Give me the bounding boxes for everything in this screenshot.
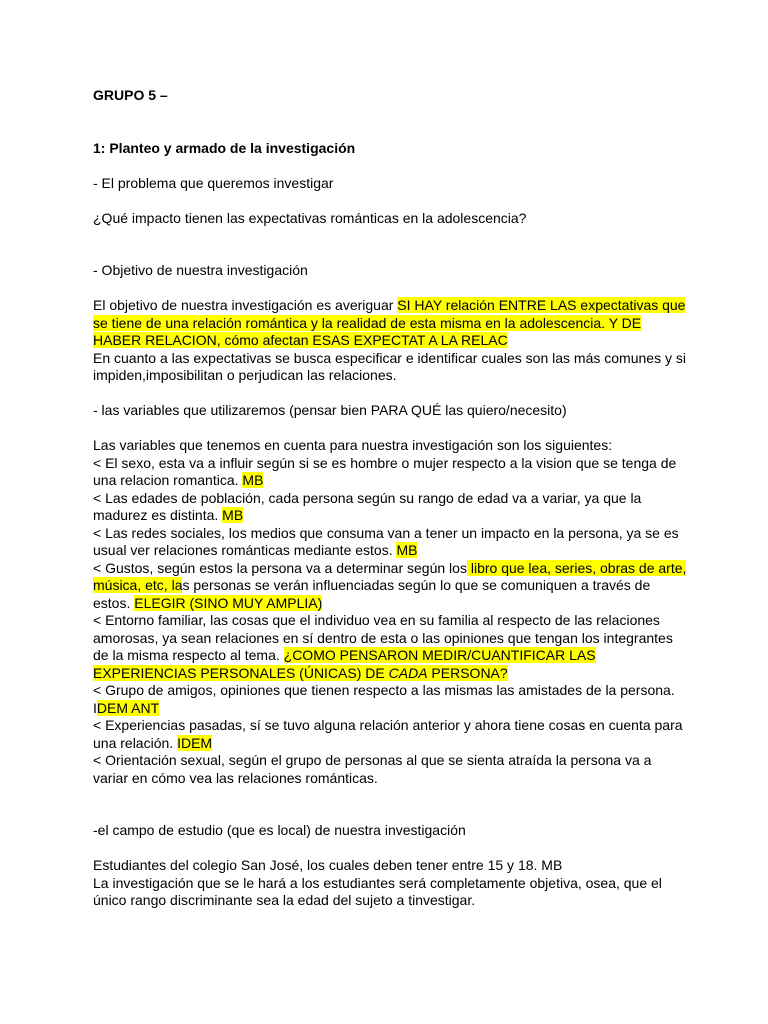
variable-note: ELEGIR (SINO MUY AMPLIA) — [134, 594, 323, 611]
variable-note: MB — [396, 542, 418, 558]
variable-note-part: ¿COMO PENSARON MEDIR/CUANTIFICAR LAS EXPERIENCIAS PERSONALES (ÚNICAS) DE — [93, 647, 596, 681]
variable-text: < Gustos, según estos la persona va a determinar según los — [93, 559, 467, 576]
variable-text: < Grupo de amigos, opiniones que tienen respecto a las mismas las amistades de la persona. I — [93, 682, 675, 716]
campo-heading: -el campo de estudio (que es local) de nuestra investigación — [93, 822, 466, 838]
variable-text: s personas se verán influenciadas según lo que se comuniquen a través de estos. — [93, 577, 651, 611]
variable-highlight: libro que lea, series, obras de arte, música, etc, la — [93, 559, 687, 593]
document-title: GRUPO 5 – — [93, 87, 168, 103]
variable-text: < El sexo, esta va a influir según si se es hombre o mujer respecto a la vision que se tenga de una relacion romantica. — [93, 454, 677, 488]
objective-heading: - Objetivo de nuestra investigación — [93, 262, 308, 278]
variable-note: MB — [222, 507, 244, 523]
variable-gustos — [93, 560, 688, 613]
variable-note: DEM ANT — [96, 699, 160, 716]
variable-text: < Experiencias pasadas, sí se tuvo alguna relación anterior y ahora tiene cosas en cuenta para una relación. — [93, 717, 683, 751]
variables-intro: Las variables que tenemos en cuenta para nuestra investigación son los siguientes: — [93, 437, 613, 453]
variable-note: MB — [242, 472, 264, 488]
research-question: ¿Qué impacto tienen las expectativas románticas en la adolescencia? — [93, 209, 527, 226]
variable-orientacion: < Orientación sexual, según el grupo de personas al que se sienta atraída la persona va a variar en cómo vea las relaciones románticas. — [93, 752, 652, 786]
problem-heading: - El problema que queremos investigar — [93, 174, 334, 191]
variable-note-italic: CADA — [388, 664, 428, 681]
variable-text: < Entorno familiar, las cosas que el individuo vea en su familia al respecto de las relaciones amorosas, ya sean relaciones en sí dentro de esta o las opiniones que tengan los integrantes de la misma respecto al tema. — [93, 612, 673, 663]
campo-paragraph: Estudiantes del colegio San José, los cuales deben tener entre 15 y 18. MB — [93, 857, 563, 873]
variable-amigos — [93, 682, 688, 717]
variable-text: < Las redes sociales, los medios que consuma van a tener un impacto en la persona, ya se es usual ver relaciones románticas mediante estos. — [93, 524, 679, 558]
variable-edades — [93, 490, 688, 525]
section-heading: 1: Planteo y armado de la investigación — [93, 139, 356, 156]
variables-heading: - las variables que utilizaremos (pensar bien PARA QUÉ las quiero/necesito) — [93, 402, 567, 418]
variable-entorno — [93, 612, 688, 682]
variable-text: < Las edades de población, cada persona según su rango de edad va a variar, ya que la madurez es distinta. — [93, 489, 642, 523]
objective-text: El objetivo de nuestra investigación es averiguar — [93, 297, 398, 313]
objective-paragraph-2: En cuanto a las expectativas se busca especificar e identificar cuales son las más comunes y si impiden,imposibilitan o perjudican las relaciones. — [93, 349, 686, 383]
variable-sexo — [93, 455, 688, 490]
objective-paragraph — [93, 297, 688, 350]
variable-experiencias — [93, 717, 688, 752]
variable-note: IDEM — [177, 734, 213, 751]
variable-note-part: PERSONA? — [427, 664, 508, 681]
variable-redes — [93, 525, 688, 560]
campo-paragraph-2: La investigación que se le hará a los estudiantes será completamente objetiva, osea, que el único rango discriminante sea la edad del sujeto a tinvestigar. — [93, 874, 662, 908]
objective-highlight: SI HAY relación ENTRE LAS expectativas que se tiene de una relación romántica y la realidad de esta misma en la adolescencia. Y DE HABER RELACION, cómo afectan ESAS EXPECTAT A LA RELAC — [93, 297, 686, 348]
